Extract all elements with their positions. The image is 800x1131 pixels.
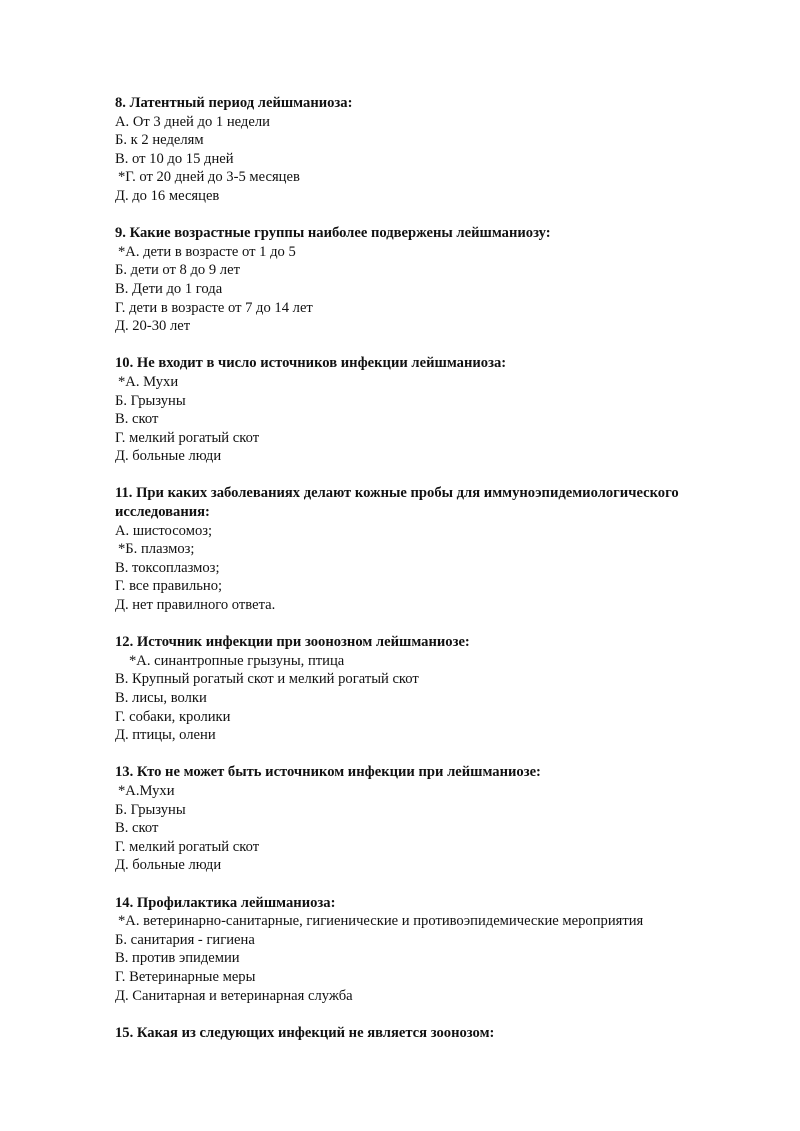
question-title: 11. При каких заболеваниях делают кожные пробы для иммуноэпидемиологического исследования:: [115, 485, 679, 521]
answer-option: Д. птицы, олени: [115, 727, 216, 744]
question-block: [115, 1024, 755, 1043]
question-title: 15. Какая из следующих инфекций не является зоонозом:: [115, 1024, 495, 1041]
answer-option-correct: *Г. от 20 дней до 3-5 месяцев: [118, 169, 300, 186]
answer-option: В. Дети до 1 года: [115, 280, 223, 297]
answer-option: Д. больные люди: [115, 857, 222, 874]
answer-option: Б. Грызуны: [115, 392, 186, 409]
question-title: 13. Кто не может быть источником инфекции при лейшманиозе:: [115, 764, 541, 781]
question-block: [115, 224, 755, 336]
answer-option: А. шистосомоз;: [115, 522, 213, 539]
question-block: [115, 894, 755, 1006]
question-title: 12. Источник инфекции при зоонозном лейшманиозе:: [115, 634, 470, 651]
question-block: [115, 484, 755, 614]
answer-option: Б. санитария - гигиена: [115, 931, 255, 948]
document-page: [115, 94, 755, 1061]
answer-option: В. лисы, волки: [115, 690, 207, 706]
answer-option: В. токсоплазмоз;: [115, 559, 220, 576]
question-title: 9. Какие возрастные группы наиболее подвержены лейшманиозу:: [115, 225, 551, 242]
answer-option: Г. мелкий рогатый скот: [115, 429, 260, 446]
answer-option-correct: *А. ветеринарно-санитарные, гигиенические и противоэпидемические мероприятия: [118, 913, 644, 930]
answer-option: Б. к 2 неделям: [115, 132, 204, 149]
answer-option: Д. 20-30 лет: [115, 318, 191, 335]
question-title: 8. Латентный период лейшманиоза:: [115, 95, 353, 111]
answer-option-correct: *А. дети в возрасте от 1 до 5: [118, 243, 296, 260]
answer-option-correct: *А. Мухи: [118, 373, 179, 390]
answer-option: А. От 3 дней до 1 недели: [115, 113, 270, 130]
answer-option: Д. нет правилного ответа.: [115, 597, 276, 614]
answer-option-correct: *А.Мухи: [118, 782, 175, 799]
answer-option: Г. собаки, кролики: [115, 708, 231, 725]
question-block: [115, 763, 755, 875]
answer-option: Б. Грызуны: [115, 801, 186, 818]
answer-option: Д. Санитарная и ветеринарная служба: [115, 987, 353, 1004]
answer-option: Д. до 16 месяцев: [115, 187, 220, 204]
answer-option: В. скот: [115, 411, 159, 428]
answer-option: В. Крупный рогатый скот и мелкий рогатый скот: [115, 671, 419, 688]
answer-option-correct: *Б. плазмоз;: [118, 541, 195, 558]
answer-option: Г. дети в возрасте от 7 до 14 лет: [115, 299, 313, 316]
answer-option: Г. Ветеринарные меры: [115, 968, 256, 985]
answer-option: Д. больные люди: [115, 448, 222, 465]
question-block: [115, 633, 755, 745]
answer-option: Г. все правильно;: [115, 578, 223, 595]
question-block: [115, 94, 755, 206]
answer-option: Б. дети от 8 до 9 лет: [115, 262, 240, 279]
question-block: [115, 354, 755, 466]
answer-option: Г. мелкий рогатый скот: [115, 838, 260, 855]
answer-option: В. от 10 до 15 дней: [115, 150, 234, 167]
question-title: 14. Профилактика лейшманиоза:: [115, 894, 336, 911]
answer-option: В. скот: [115, 820, 159, 837]
answer-option: В. против эпидемии: [115, 950, 240, 967]
question-title: 10. Не входит в число источников инфекции лейшманиоза:: [115, 355, 507, 372]
answer-option-correct: *А. синантропные грызуны, птица: [129, 652, 345, 669]
